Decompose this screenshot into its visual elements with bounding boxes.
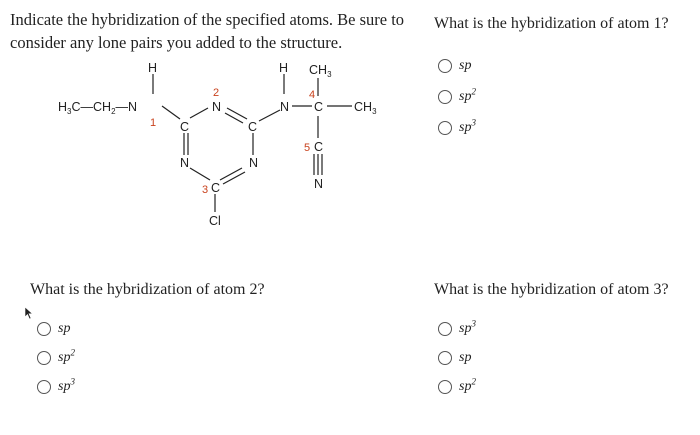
radio-button[interactable]: [438, 121, 452, 135]
option-label: sp: [459, 350, 472, 365]
ethyl-label: $H_3C—CH_2—N$: [58, 100, 138, 116]
option-label: $sp^3$: [58, 376, 75, 394]
atom-number-2: 2: [213, 87, 220, 99]
q3-option-sp2[interactable]: [438, 376, 476, 395]
q1-option-sp[interactable]: [438, 58, 471, 74]
option-label: $sp^3$: [459, 318, 476, 336]
nitrile-carbon: C: [314, 140, 324, 154]
mouse-cursor-icon: [24, 306, 34, 320]
atom-number-5: 5: [304, 142, 311, 154]
option-label: sp: [58, 321, 71, 336]
option-label: $sp^3$: [459, 117, 476, 135]
q2-option-sp2[interactable]: [37, 347, 75, 366]
option-label: $sp^2$: [459, 86, 476, 104]
radio-button[interactable]: [438, 322, 452, 336]
q2-option-sp[interactable]: [37, 321, 70, 337]
ring-carbon-left: C: [180, 120, 190, 134]
q1-option-sp2[interactable]: [438, 86, 476, 105]
radio-button[interactable]: [438, 380, 452, 394]
hydrogen-label: H: [148, 61, 158, 75]
atom-number-1: 1: [150, 117, 157, 129]
atom-number-3: 3: [202, 184, 209, 196]
methyl-top: $CH_3$: [309, 63, 332, 79]
radio-button[interactable]: [37, 351, 51, 365]
main-question: Indicate the hybridization of the specified atoms. Be sure to consider any lone pairs you added to the structure.: [10, 10, 405, 52]
question-3-title: What is the hybridization of atom 3?: [434, 281, 669, 298]
ring-carbon-bottom: C: [211, 181, 221, 195]
ring-nitrogen-left: N: [180, 156, 190, 170]
question-1-title: What is the hybridization of atom 1?: [434, 15, 669, 32]
radio-button[interactable]: [37, 322, 51, 336]
question-2-title: What is the hybridization of atom 2?: [30, 281, 265, 298]
radio-button[interactable]: [37, 380, 51, 394]
molecule-structure: [0, 0, 420, 240]
hydrogen-label-right: H: [279, 61, 289, 75]
ring-nitrogen-right: N: [249, 156, 259, 170]
atom-number-4: 4: [309, 89, 316, 101]
ring-nitrogen-top: N: [212, 100, 222, 114]
q2-option-sp3[interactable]: [37, 376, 75, 395]
methyl-right: $CH_3$: [354, 100, 377, 116]
q3-option-sp3[interactable]: [438, 318, 476, 337]
q1-option-sp3[interactable]: [438, 117, 476, 136]
amine-nitrogen: N: [280, 100, 290, 114]
option-label: $sp^2$: [459, 376, 476, 394]
chlorine-label: Cl: [209, 214, 221, 228]
radio-button[interactable]: [438, 351, 452, 365]
nitrile-nitrogen: N: [314, 177, 324, 191]
radio-button[interactable]: [438, 90, 452, 104]
ring-carbon-right: C: [248, 120, 258, 134]
option-label: $sp^2$: [58, 347, 75, 365]
radio-button[interactable]: [438, 59, 452, 73]
option-label: sp: [459, 58, 472, 73]
carbon-4: C: [314, 100, 324, 114]
q3-option-sp[interactable]: [438, 350, 471, 366]
